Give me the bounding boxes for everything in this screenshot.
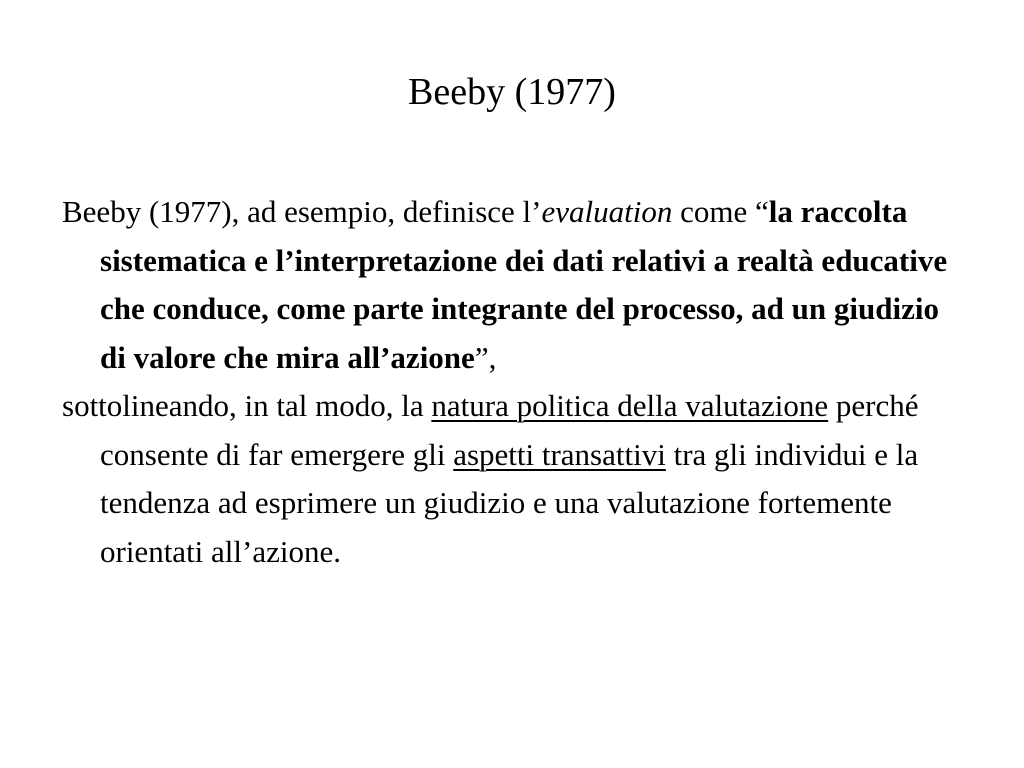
explanation-part-1: sottolineando, in tal modo, la [62, 388, 432, 423]
underlined-transactional-aspects: aspetti transattivi [453, 436, 666, 472]
underlined-political-nature: natura politica della valutazione [431, 388, 829, 423]
explanation-part-2: perché consente di far emergere gli [100, 388, 919, 472]
evaluation-term: evaluation [541, 194, 673, 229]
definition-connector: come “ [672, 194, 769, 229]
paragraph-definition [62, 188, 962, 382]
definition-intro: Beeby (1977), ad esempio, definisce l’ [62, 194, 542, 229]
slide-title: Beeby (1977) [408, 71, 616, 113]
paragraph-explanation [62, 382, 962, 576]
slide-body [62, 188, 962, 576]
definition-quote: la raccolta sistematica e l’interpretazione dei dati relativi a realtà educative che conduce, come parte integrante del processo, ad un giudizio di valore che mira all’azione [100, 194, 948, 375]
definition-closing: ”, [474, 339, 497, 375]
explanation-part-3: tra gli individui e la tendenza ad esprimere un giudizio e una valutazione fortemente orientati all’azione. [100, 436, 919, 569]
